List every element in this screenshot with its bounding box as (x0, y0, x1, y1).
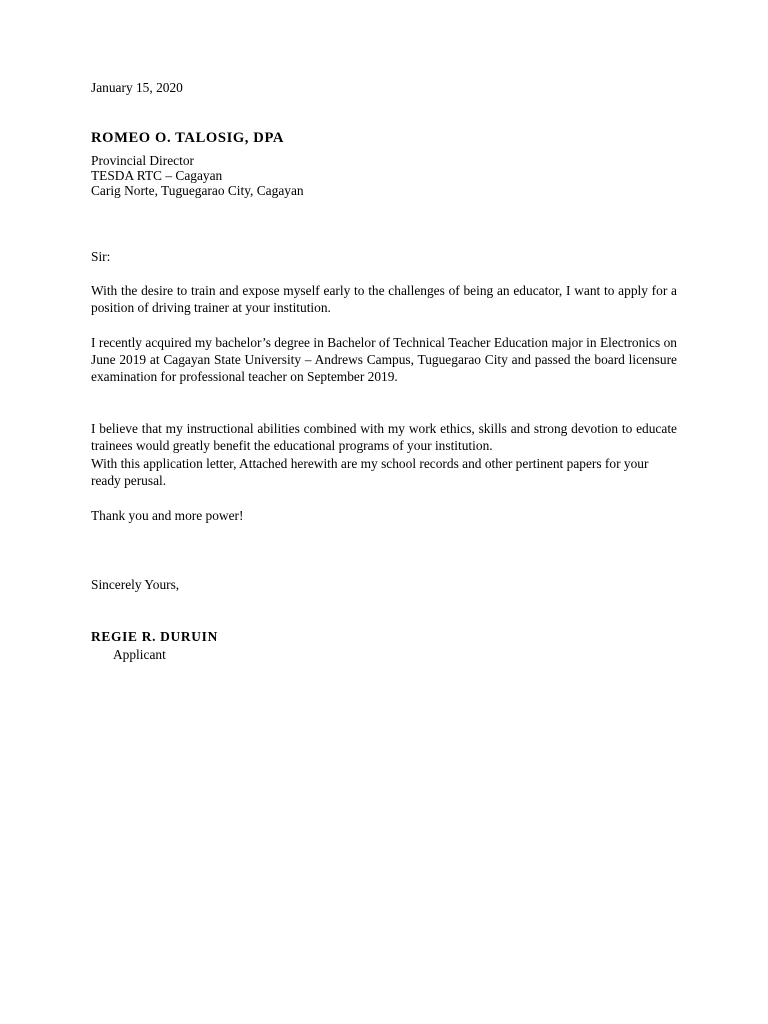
salutation: Sir: (91, 249, 111, 264)
body-paragraph-3: I believe that my instructional abilities combined with my work ethics, skills and strong devotion to educate trainees would greatly benefit the educational programs of your institution. (91, 421, 677, 453)
signatory-role: Applicant (113, 647, 166, 662)
recipient-address: Carig Norte, Tuguegarao City, Cagayan (91, 183, 304, 198)
closing: Sincerely Yours, (91, 577, 180, 592)
recipient-office: TESDA RTC – Cagayan (91, 168, 223, 183)
recipient-name: ROMEO O. TALOSIG, DPA (91, 130, 285, 146)
body-paragraph-2: I recently acquired my bachelor’s degree in Bachelor of Technical Teacher Education major in Electronics on June 2019 at Cagayan State University – Andrews Campus, Tuguegarao City and passed the board licensure examination for professional teacher on September 2019. (91, 335, 677, 384)
signatory-name: REGIE R. DURUIN (91, 629, 218, 644)
body-paragraph-1: With the desire to train and expose myself early to the challenges of being an educator, I want to apply for a position of driving trainer at your institution. (91, 283, 677, 315)
letter-date: January 15, 2020 (91, 80, 183, 95)
body-paragraph-4: With this application letter, Attached herewith are my school records and other pertinent papers for your ready perusal. (91, 456, 649, 488)
recipient-title: Provincial Director (91, 153, 194, 168)
body-paragraph-5: Thank you and more power! (91, 508, 244, 523)
